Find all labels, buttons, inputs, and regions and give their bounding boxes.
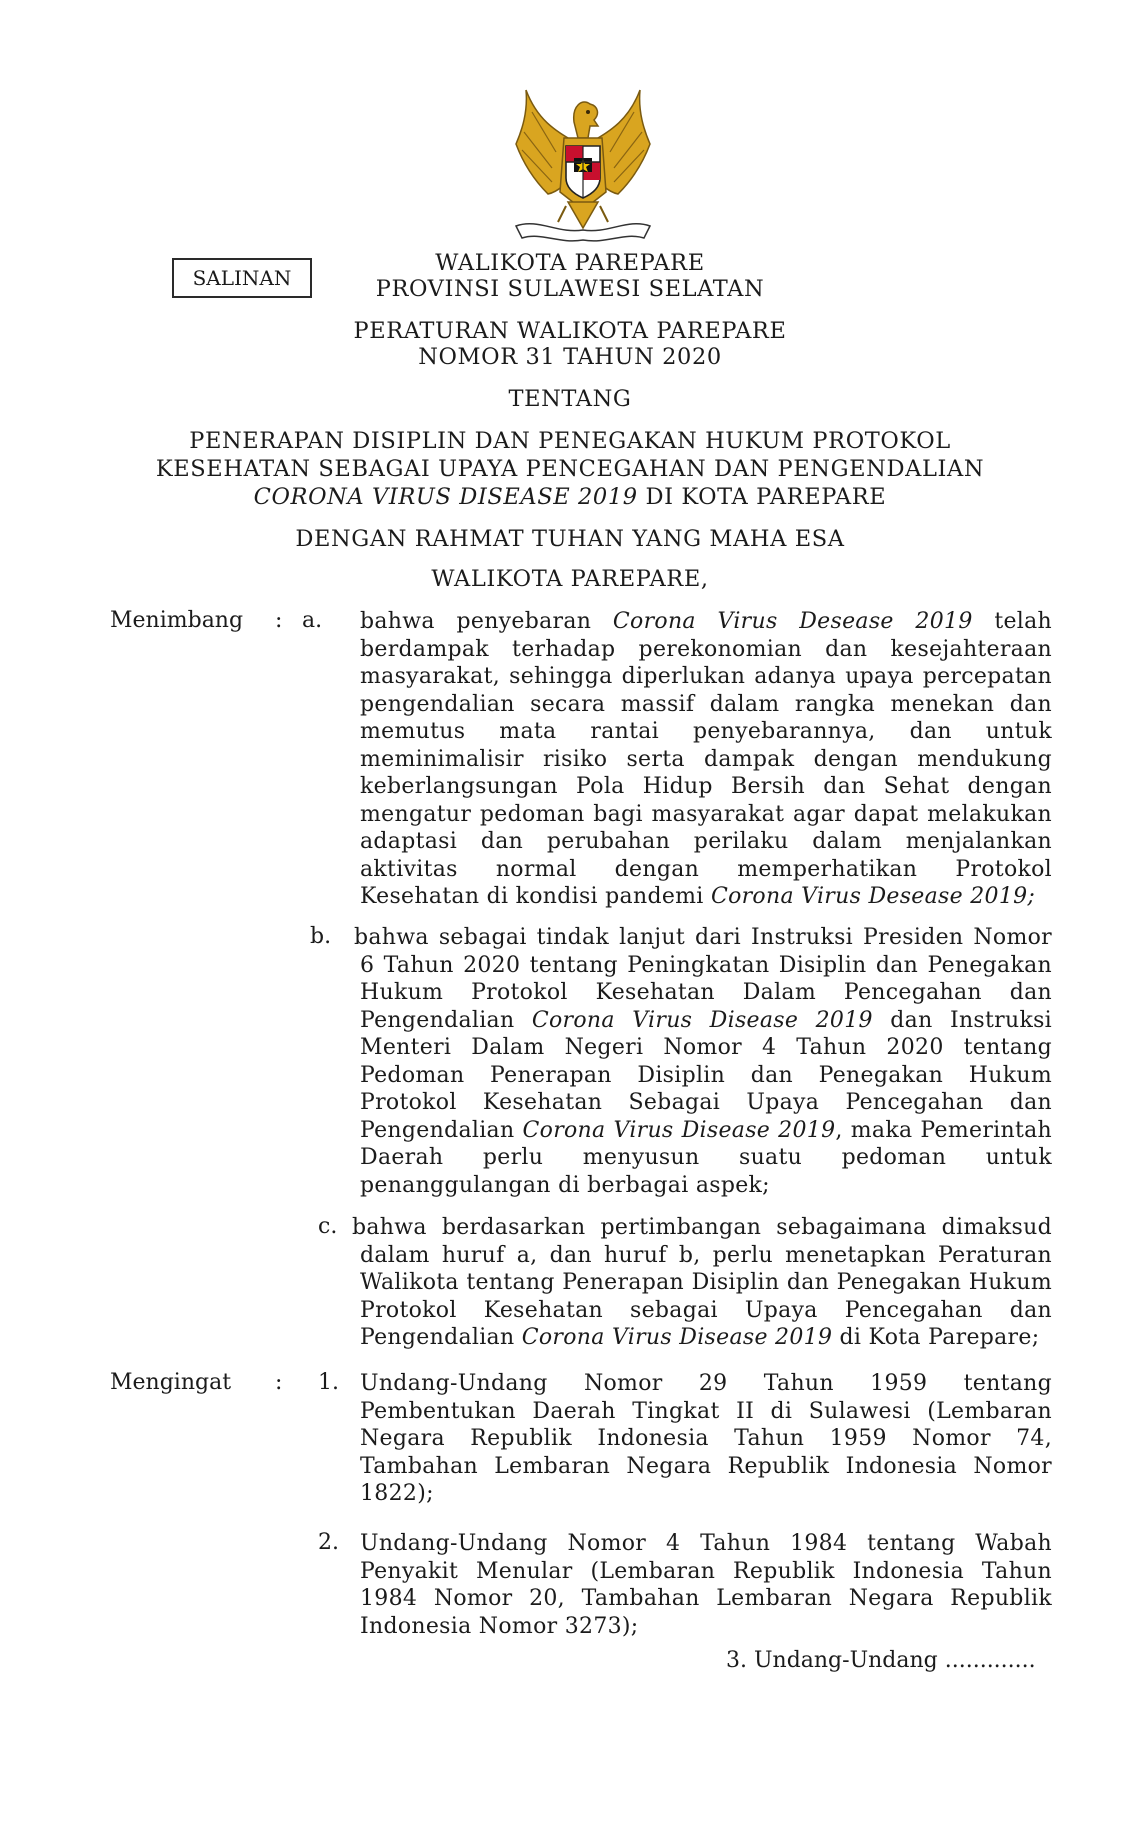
item-a-text: bahwa penyebaran Corona Virus Desease 2019 telah berdampak terhadap perekonomian dan kesejahteraan masyarakat, sehingga diperlukan adanya upaya percepatan pengendalian secara massif dalam rangka menekan dan memutus mata rantai penyebarannya, dan untuk meminimalisir risiko serta dampak dengan mendukung keberlangsungan Pola Hidup Bersih dan Sehat dengan mengatur pedoman bagi masyarakat agar dapat melakukan adaptasi dan perubahan perilaku dalam menjalankan aktivitas normal dengan memperhatikan Protokol Kesehatan di kondisi pandemi Corona Virus Desease 2019; — [360, 609, 1052, 909]
mengingat-colon: : — [275, 1370, 283, 1395]
issuer-line: WALIKOTA PAREPARE, — [431, 566, 709, 592]
province-title: PROVINSI SULAWESI SELATAN — [375, 276, 765, 302]
tentang-heading: TENTANG — [508, 386, 632, 412]
regulation-title: PERATURAN WALIKOTA PAREPARE — [353, 318, 787, 344]
subject-line-3 — [0, 484, 1140, 510]
item-2-text: Undang-Undang Nomor 4 Tahun 1984 tentang Wabah Penyakit Menular (Lembaran Republik Indonesia Tahun 1984 Nomor 20, Tambahan Lembaran Negara Republik Indonesia Nomor 3273); — [360, 1531, 1052, 1639]
menimbang-colon: : — [275, 608, 283, 633]
subject-line-1: PENERAPAN DISIPLIN DAN PENEGAKAN HUKUM PROTOKOL — [189, 428, 951, 454]
item-1-text: Undang-Undang Nomor 29 Tahun 1959 tentang Pembentukan Daerah Tingkat II di Sulawesi (Lembaran Negara Republik Indonesia Tahun 1959 Nomor 74, Tambahan Lembaran Negara Republik Indonesia Nomor 1822); — [360, 1371, 1052, 1506]
item-a-marker: a. — [302, 608, 323, 633]
item-b-marker: b. — [310, 924, 332, 949]
menimbang-label: Menimbang — [110, 608, 244, 633]
item-b-text: bahwa sebagai tindak lanjut dari Instruksi Presiden Nomor 6 Tahun 2020 tentang Peningkatan Disiplin dan Penegakan Hukum Protokol Kesehatan Dalam Pencegahan dan Pengendalian Corona Virus Disease 2019 dan Instruksi Menteri Dalam Negeri Nomor 4 Tahun 2020 tentang Pedoman Penerapan Disiplin dan Penegakan Hukum Protokol Kesehatan Sebagai Upaya Pencegahan dan Pengendalian Corona Virus Disease 2019, maka Pemerintah Daerah perlu menyusun suatu pedoman untuk penanggulangan di berbagai aspek; — [354, 925, 1053, 1198]
subject-line-2: KESEHATAN SEBAGAI UPAYA PENCEGAHAN DAN PENGENDALIAN — [155, 456, 985, 482]
garuda-emblem — [508, 82, 658, 250]
mengingat-label: Mengingat — [110, 1370, 232, 1395]
office-title: WALIKOTA PAREPARE — [435, 250, 705, 276]
salinan-stamp: SALINAN — [172, 258, 312, 298]
item-c-text: bahwa berdasarkan pertimbangan sebagaimana dimaksud dalam huruf a, dan huruf b, perlu menetapkan Peraturan Walikota tentang Penerapan Disiplin dan Penegakan Hukum Protokol Kesehatan sebagai Upaya Pencegahan dan Pengendalian Corona Virus Disease 2019 di Kota Parepare; — [352, 1215, 1052, 1350]
item-2-marker: 2. — [318, 1530, 339, 1555]
item-1-marker: 1. — [318, 1370, 339, 1395]
subject-italic: CORONA VIRUS DISEASE 2019 — [253, 484, 638, 510]
item-c-marker: c. — [318, 1214, 338, 1239]
regulation-number: NOMOR 31 TAHUN 2020 — [418, 344, 722, 370]
subject-rest: DI KOTA PAREPARE — [637, 484, 887, 510]
continuation-text: 3. Undang-Undang ............. — [726, 1648, 1036, 1673]
blessing-line: DENGAN RAHMAT TUHAN YANG MAHA ESA — [295, 526, 845, 552]
